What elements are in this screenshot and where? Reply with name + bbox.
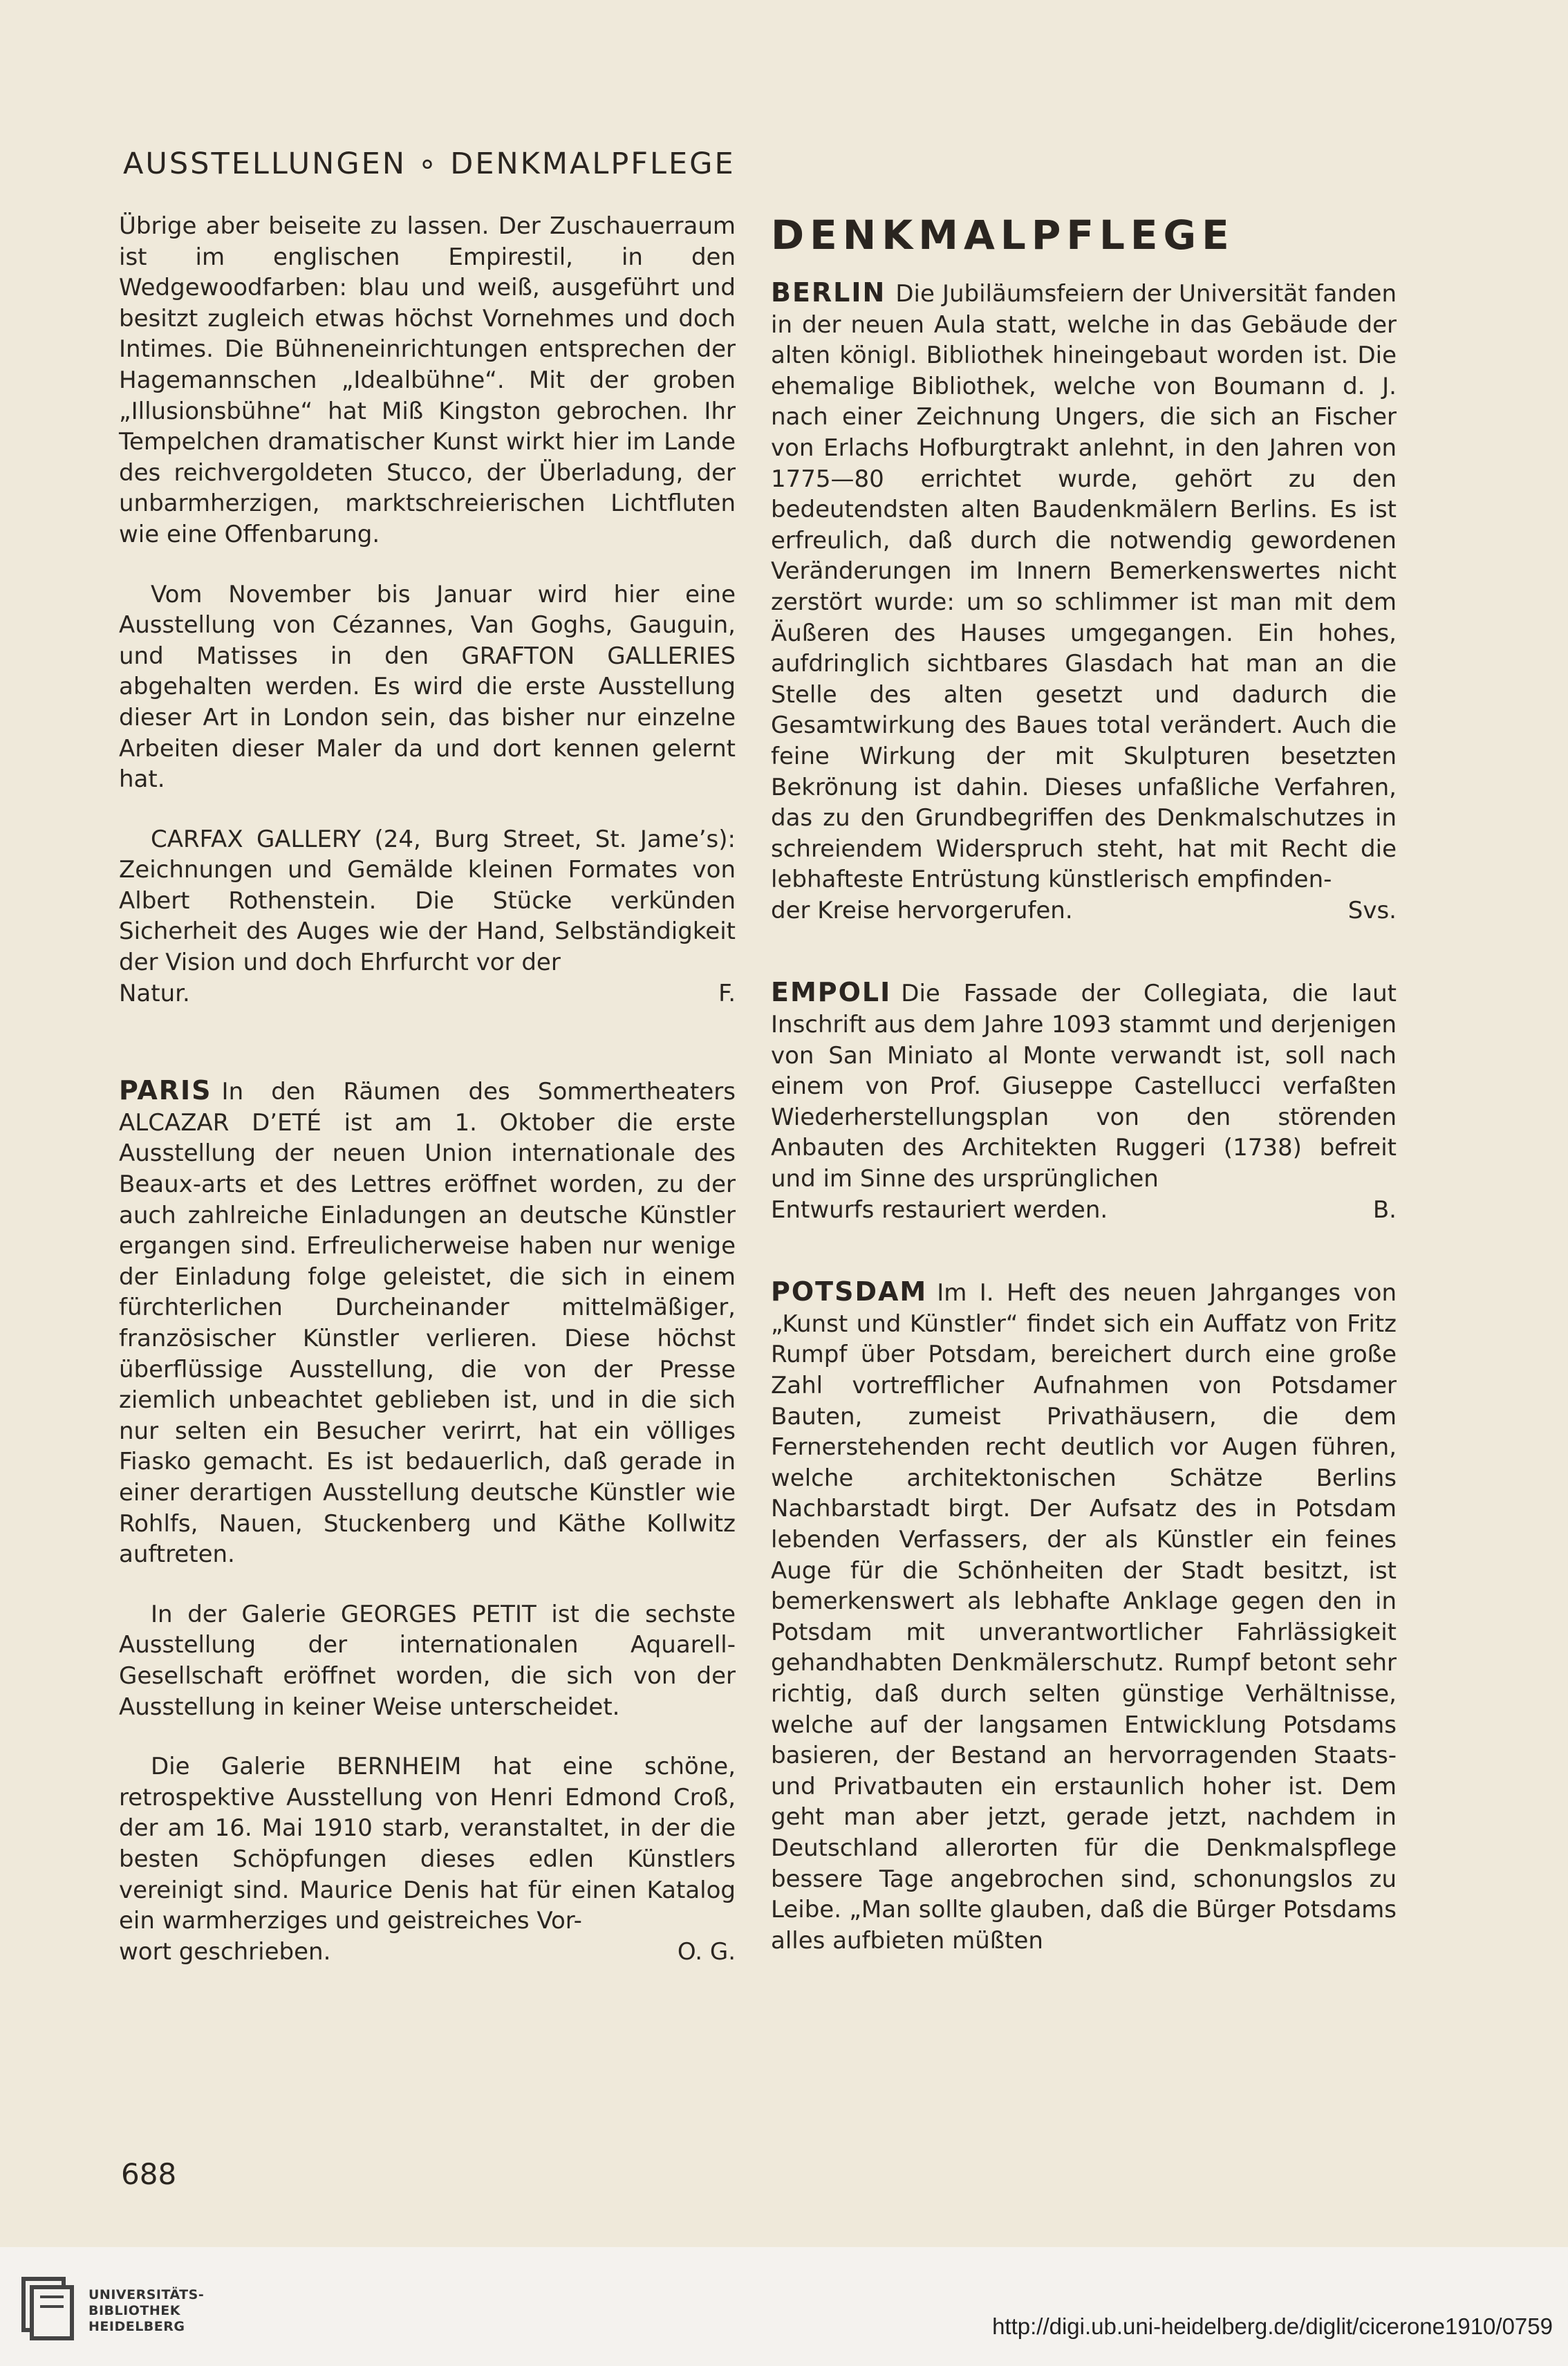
paragraph-end: Natur. bbox=[119, 979, 190, 1007]
berlin-text: Die Jubiläumsfeiern der Universität fanden in der neuen Aula statt, welche in das Gebäude der alten königl. Bibliothek hineingebaut worden ist. Die ehemalige Bibliothek, welche von Boumann d. J. nach einer Zeichnung Ungers, die sich an Fischer von Erlachs Hofburgtrakt anlehnt, in den Jahren von 1775—80 errichtet wurde, gehört zu den bedeutendsten alten Baudenkmälern Berlins. Es ist erfreulich, daß durch die notwendig gewordenen Veränderungen im Innern Bemerkenswertes nicht zerstört wurde: um so schlimmer ist man mit dem Äußeren des Hauses umgegangen. Ein hohes, aufdringlich sichtbares Glasdach hat man an die Stelle des alten gesetzt und dadurch die Gesamtwirkung des Baues total verändert. Auch die feine Wirkung der mit Skulpturen besetzten Bekrönung ist dahin. Dieses unfaßliche Verfahren, das zu den Grundbegriffen des Denkmalschutzes in schreiendem Widerspruch steht, hat mit Recht die lebhafteste Entrüstung künstlerisch empfinden- bbox=[771, 280, 1397, 894]
library-name bbox=[88, 2287, 204, 2335]
right-column bbox=[771, 211, 1397, 1956]
author-signature: F. bbox=[718, 979, 736, 1007]
author-signature: Svs. bbox=[1347, 896, 1397, 924]
empoli-report bbox=[771, 977, 1397, 1194]
paragraph-carfax: CARFAX GALLERY (24, Burg Street, St. Jame’s): Zeichnungen und Gemälde kleinen Formates von Albert Rothenstein. Die Stücke verkünden Sicherheit des Auges wie der Hand, Selbständigkeit der Vision und doch Ehrfurcht vor der bbox=[119, 825, 736, 977]
paragraph-end: wort geschrieben. bbox=[119, 1937, 331, 1966]
paragraph-georges-petit: In der Galerie GEORGES PETIT ist die sechste Ausstellung der internationalen Aquarell-Gesellschaft eröffnet worden, die sich von der Ausstellung in keiner Weise unterscheidet. bbox=[119, 1600, 736, 1721]
potsdam-report bbox=[771, 1276, 1397, 1956]
left-column bbox=[119, 211, 736, 1967]
paragraph-grafton: Vom November bis Januar wird hier eine Ausstellung von Cézannes, Van Goghs, Gauguin, und Matisses in den GRAFTON GALLERIES abgehalten werden. Es wird die erste Ausstellung dieser Art in London sein, das bisher nur einzelne Arbeiten dieser Maler da und dort kennen gelernt hat. bbox=[119, 580, 736, 794]
library-name-line: UNIVERSITÄTS- bbox=[88, 2287, 205, 2302]
library-name-line: BIBLIOTHEK bbox=[88, 2303, 180, 2318]
author-signature: B. bbox=[1372, 1195, 1397, 1224]
signature-line bbox=[771, 1195, 1397, 1226]
library-logo-icon bbox=[19, 2276, 75, 2342]
section-title: DENKMALPFLEGE bbox=[771, 212, 1235, 259]
city-heading-potsdam: POTSDAM bbox=[771, 1276, 928, 1307]
empoli-text: Die Fassade der Collegiata, die laut Inschrift aus dem Jahre 1093 stammt und derjenigen von San Miniato al Monte verwandt ist, soll nach einem von Prof. Giuseppe Castellucci verfaßten Wiederherstellungsplan von den störenden Anbauten des Architekten Ruggeri (1738) befreit und im Sinne des ursprünglichen bbox=[771, 980, 1397, 1193]
paragraph-bernheim: Die Galerie BERNHEIM hat eine schöne, retrospektive Ausstellung von Henri Edmond Croß, der am 16. Mai 1910 starb, veranstaltet, in der die besten Schöpfungen dieses edlen Künstlers vereinigt sind. Maurice Denis hat für einen Katalog ein warmherziges und geistreiches Vor- bbox=[119, 1753, 736, 1935]
signature-line bbox=[771, 895, 1397, 926]
city-heading-paris: PARIS bbox=[119, 1075, 212, 1106]
city-heading-empoli: EMPOLI bbox=[771, 977, 892, 1008]
running-head: AUSSTELLUNGEN ∘ DENKMALPFLEGE bbox=[123, 147, 736, 181]
digitization-footer bbox=[0, 2247, 1568, 2366]
page-number: 688 bbox=[121, 2157, 177, 2191]
paragraph-end: Entwurfs restauriert werden. bbox=[771, 1195, 1108, 1224]
paragraph-theater: Übrige aber beiseite zu lassen. Der Zuschauerraum ist im englischen Empirestil, in den Wedgewoodfarben: blau und weiß, ausgeführt und besitzt zugleich etwas höchst Vornehmes und doch Intimes. Die Bühneneinrichtungen entsprechen der Hagemannschen „Idealbühne“. Mit der groben „Illusionsbühne“ hat Miß Kingston gebrochen. Ihr Tempelchen dramatischer Kunst wirkt hier im Lande des reichvergoldeten Stucco, der Überladung, der unbarmherzigen, marktschreierischen Lichtfluten wie eine Offenbarung. bbox=[119, 212, 736, 548]
berlin-report bbox=[771, 277, 1397, 895]
potsdam-text: Im I. Heft des neuen Jahrganges von „Kunst und Künstler“ findet sich ein Auffatz von Fritz Rumpf über Potsdam, bereichert durch eine große Zahl vortrefflicher Aufnahmen von Potsdamer Bauten, zumeist Privathäusern, die dem Fernerstehenden recht deutlich vor Augen führen, welche architektonischen Schätze Berlins Nachbarstadt birgt. Der Aufsatz des in Potsdam lebenden Verfassers, der als Künstler ein feines Auge für die Schönheiten der Stadt besitzt, ist bemerkenswert als lebhafte Anklage gegen den in Potsdam mit unverantwortlicher Fahrlässigkeit gehandhabten Denkmälerschutz. Rumpf betont sehr richtig, daß durch selten günstige Verhältnisse, welche auf der langsamen Entwicklung Potsdams basieren, der Bestand an hervorragenden Staats- und Privatbauten ein erstaunlich hoher ist. Dem geht man aber jetzt, gerade jetzt, nachdem in Deutschland allerorten für die Denkmalspflege bessere Tage angebrochen sind, schonungslos zu Leibe. „Man sollte glauben, daß die Bürger Potsdams alles aufbieten müßten bbox=[771, 1279, 1397, 1955]
author-signature: O. G. bbox=[677, 1937, 736, 1966]
city-heading-berlin: BERLIN bbox=[771, 277, 886, 308]
paris-text: In den Räumen des Sommertheaters ALCAZAR D’ETÉ ist am 1. Oktober die erste Ausstellung der neuen Union internationale des Beaux-arts et des Lettres eröffnet worden, zu der auch zahlreiche Einladungen an deutsche Künstler ergangen sind. Erfreulicherweise haben nur wenige der Einladung folge geleistet, die sich in einem fürchterlichen Durcheinander mittelmäßiger, französischer Künstler verlieren. Diese höchst überflüssige Ausstellung, die von der Presse ziemlich unbeachtet geblieben ist, und in die sich nur selten ein Besucher verirrt, hat ein völliges Fiasko gemacht. Es ist bedauerlich, daß gerade in einer derartigen Ausstellung deutsche Künstler wie Rohlfs, Nauen, Stuckenberg und Käthe Kollwitz auftreten. bbox=[119, 1078, 736, 1569]
paragraph-end: der Kreise hervorgerufen. bbox=[771, 896, 1073, 924]
library-name-line: HEIDELBERG bbox=[88, 2319, 185, 2334]
paris-report bbox=[119, 1075, 736, 1570]
signature-line bbox=[119, 1937, 736, 1968]
source-url-link[interactable]: http://digi.ub.uni-heidelberg.de/diglit/cicerone1910/0759 bbox=[992, 2313, 1553, 2339]
signature-line bbox=[119, 978, 736, 1009]
